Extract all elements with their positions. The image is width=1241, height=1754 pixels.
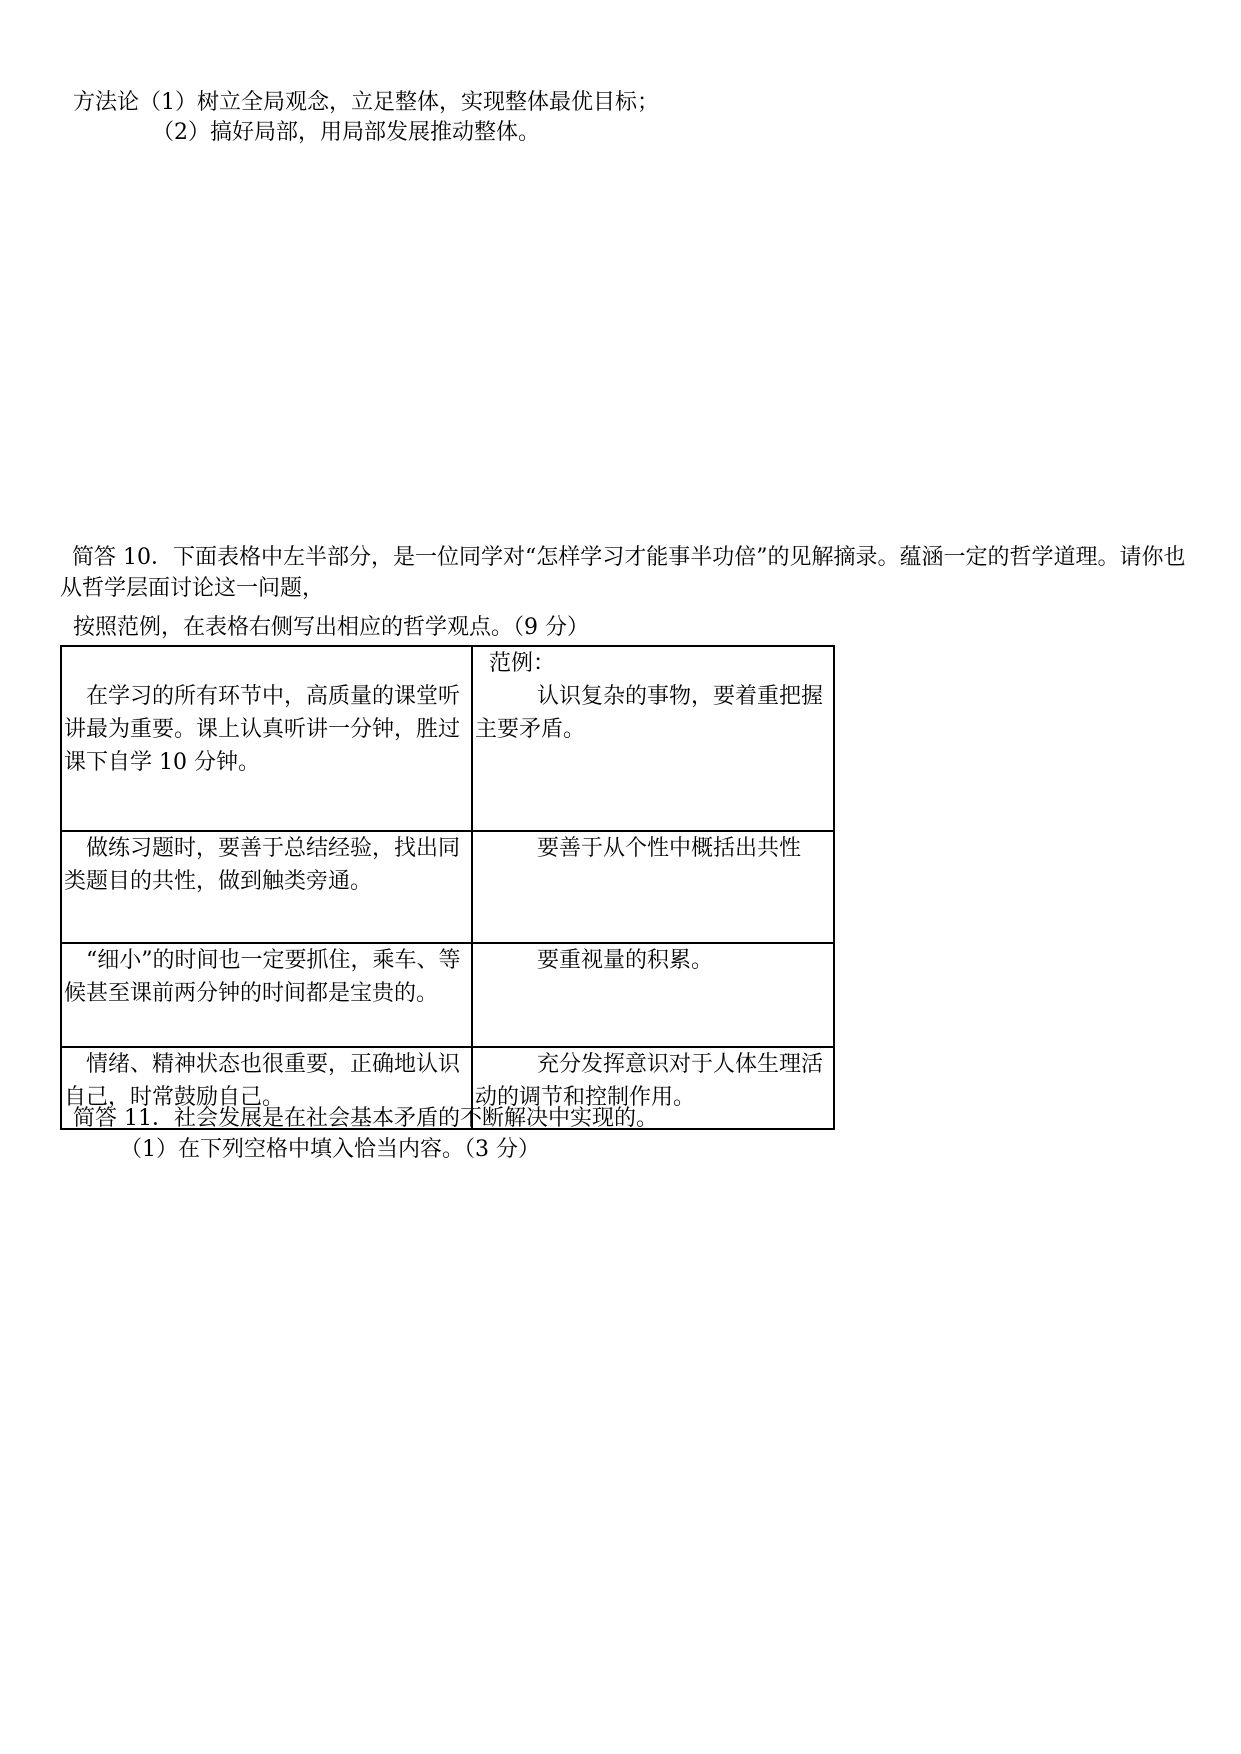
table-row (61, 943, 834, 1047)
methodology-line-1: 方法论（1）树立全局观念，立足整体，实现整体最优目标； (73, 90, 659, 115)
example-label: 范例： (489, 651, 556, 676)
table-cell-right-text: 认识复杂的事物，要着重把握主要矛盾。 (475, 684, 824, 742)
table-cell-left: 情绪、精神状态也很重要，正确地认识自己，时常鼓励自己。 (61, 1047, 472, 1129)
philosophy-table (60, 645, 835, 1130)
table-cell-right-text: 充分发挥意识对于人体生理活动的调节和控制作用。 (475, 1052, 824, 1110)
methodology-line-2: （2）搞好局部，用局部发展推动整体。 (152, 120, 540, 145)
table-row (61, 831, 834, 943)
table-cell-right-text: 要善于从个性中概括出共性 (537, 836, 802, 861)
table-cell-right-text: 要重视量的积累。 (537, 948, 714, 973)
table-cell-right (472, 646, 834, 831)
table-row (61, 646, 834, 831)
table-cell-left: 在学习的所有环节中，高质量的课堂听讲最为重要。课上认真听讲一分钟，胜过课下自学 10 分钟。 (61, 646, 472, 831)
question-11-title: 简答 11．社会发展是在社会基本矛盾的不断解决中实现的。 (73, 1106, 658, 1131)
table-cell-left: 做练习题时，要善于总结经验，找出同类题目的共性，做到触类旁通。 (61, 831, 472, 943)
question-10-intro: 简答 10．下面表格中左半部分，是一位同学对“怎样学习才能事半功倍”的见解摘录。蕴涵一定的哲学道理。请你也从哲学层面讨论这一问题， (60, 545, 1186, 601)
table-cell-right (472, 943, 834, 1047)
table-cell-left: “细小”的时间也一定要抓住，乘车、等候甚至课前两分钟的时间都是宝贵的。 (61, 943, 472, 1047)
table-cell-right (472, 831, 834, 943)
question-11-sub-1: （1）在下列空格中填入恰当内容。（3 分） (120, 1137, 540, 1162)
question-10-instruction: 按照范例，在表格右侧写出相应的哲学观点。（9 分） (73, 615, 589, 640)
